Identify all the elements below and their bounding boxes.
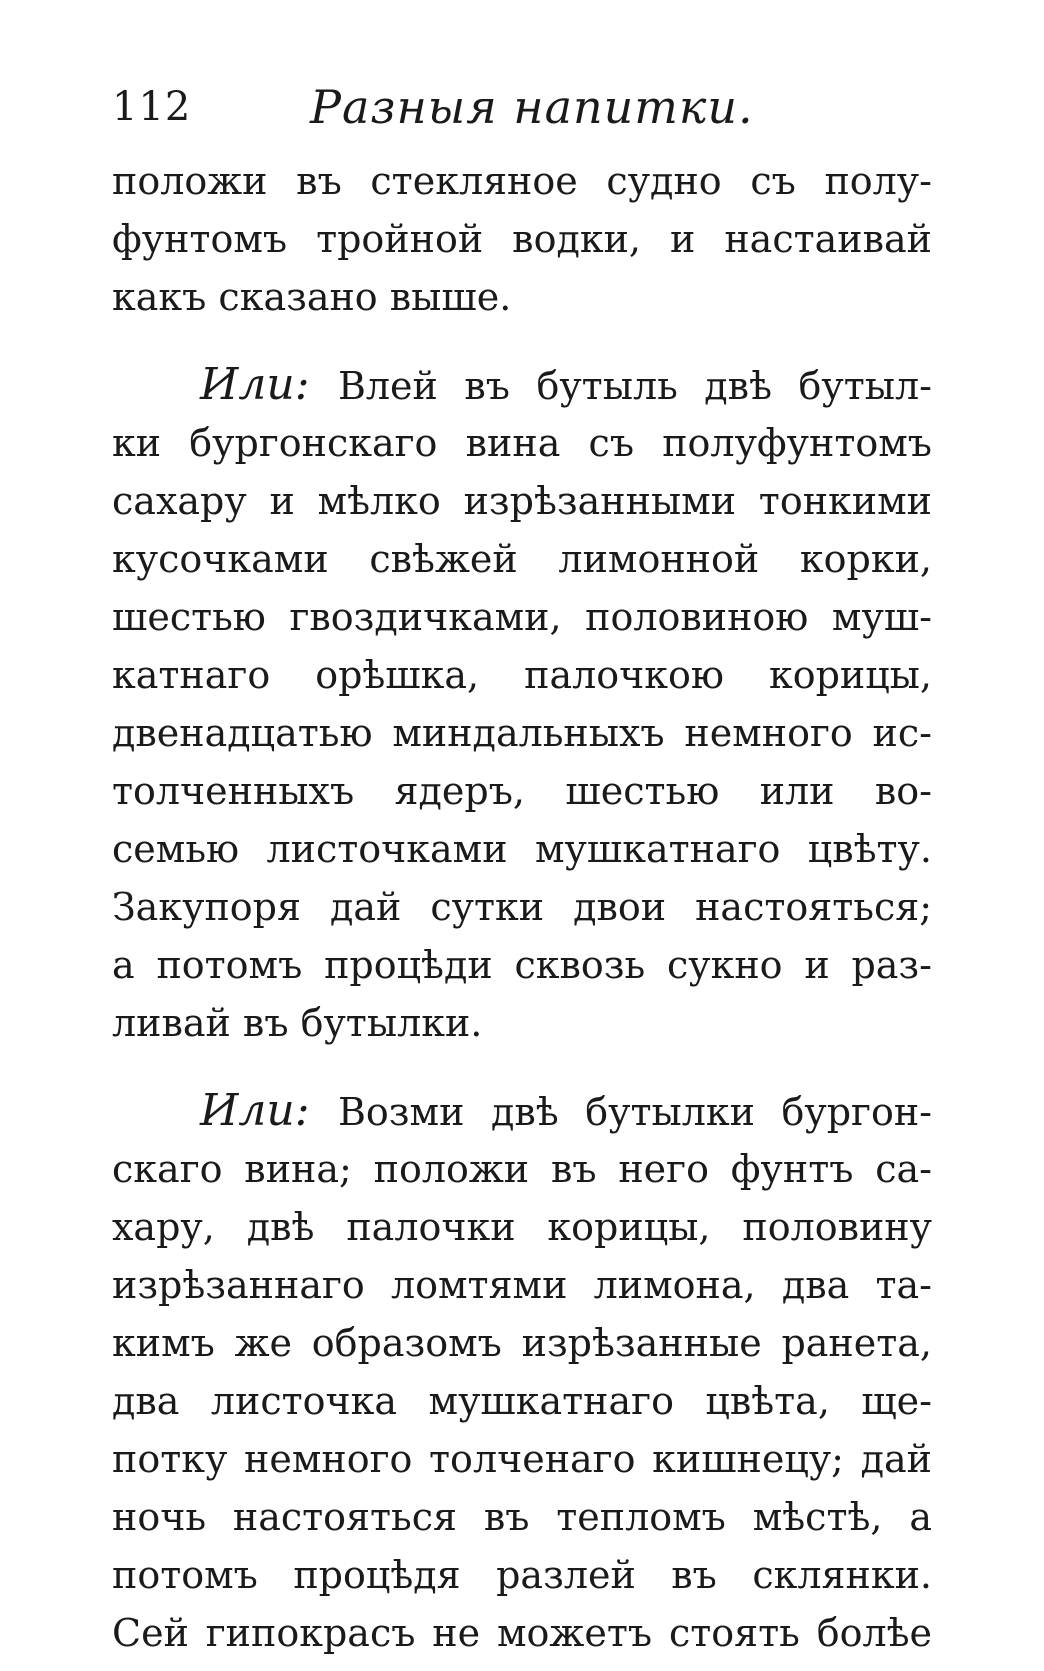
text-line: потку немного толченаго кишнецу; дай bbox=[112, 1437, 932, 1481]
paragraph-recipe-3 bbox=[112, 1082, 932, 1662]
text-line: катнаго орѣшка, палочкою корицы, bbox=[112, 653, 932, 697]
text-line: фунтомъ тройной водки, и настаивай bbox=[112, 217, 932, 261]
text-line: изрѣзаннаго ломтями лимона, два та- bbox=[112, 1263, 932, 1307]
text-line: а потомъ процѣди сквозь сукно и раз- bbox=[112, 943, 932, 987]
text-line: ливай въ бутылки. bbox=[112, 1001, 483, 1045]
paragraph-recipe-2 bbox=[112, 356, 932, 1052]
text-line: какъ сказано выше. bbox=[112, 275, 512, 319]
text-line: скаго вина; положи въ него фунтъ са- bbox=[112, 1147, 932, 1191]
page-number: 112 bbox=[112, 84, 192, 130]
text-line-first bbox=[112, 1082, 932, 1140]
text-line: два листочка мушкатнаго цвѣта, ще- bbox=[112, 1379, 932, 1423]
text-line: потомъ процѣдя разлей въ склянки. bbox=[112, 1553, 932, 1597]
text-line: сахару и мѣлко изрѣзанными тонкими bbox=[112, 479, 932, 523]
text-line: ки бургонскаго вина съ полуфунтомъ bbox=[112, 421, 932, 465]
running-title: Разныя напитки. bbox=[310, 80, 754, 134]
paragraph-continuation bbox=[112, 152, 932, 326]
text-line: кимъ же образомъ изрѣзанные ранета, bbox=[112, 1321, 932, 1365]
text-line-rest: Влей въ бутыль двѣ бутыл- bbox=[337, 364, 932, 408]
book-page bbox=[112, 80, 932, 1662]
paragraph-lead-word: Или: bbox=[200, 359, 338, 410]
text-line-first bbox=[112, 356, 932, 414]
page-header bbox=[112, 80, 932, 144]
text-line: кусочками свѣжей лимонной корки, bbox=[112, 537, 932, 581]
text-line: ночь настояться въ тепломъ мѣстѣ, а bbox=[112, 1495, 932, 1539]
text-line: Закупоря дай сутки двои настояться; bbox=[112, 885, 932, 929]
text-line: Сей гипокрасъ не можетъ стоять болѣе bbox=[112, 1611, 932, 1655]
text-line-rest: Возми двѣ бутылки бургон- bbox=[338, 1090, 932, 1134]
text-line: семью листочками мушкатнаго цвѣту. bbox=[112, 827, 932, 871]
text-line: положи въ стекляное судно съ полу- bbox=[112, 159, 932, 203]
paragraph-gap bbox=[112, 326, 932, 356]
paragraph-lead-word: Или: bbox=[200, 1085, 338, 1136]
paragraph-gap bbox=[112, 1052, 932, 1082]
text-line: шестью гвоздичками, половиною муш- bbox=[112, 595, 932, 639]
text-line: двенадцатью миндальныхъ немного ис- bbox=[112, 711, 932, 755]
text-line: хару, двѣ палочки корицы, половину bbox=[112, 1205, 932, 1249]
text-line: толченныхъ ядеръ, шестью или во- bbox=[112, 769, 932, 813]
